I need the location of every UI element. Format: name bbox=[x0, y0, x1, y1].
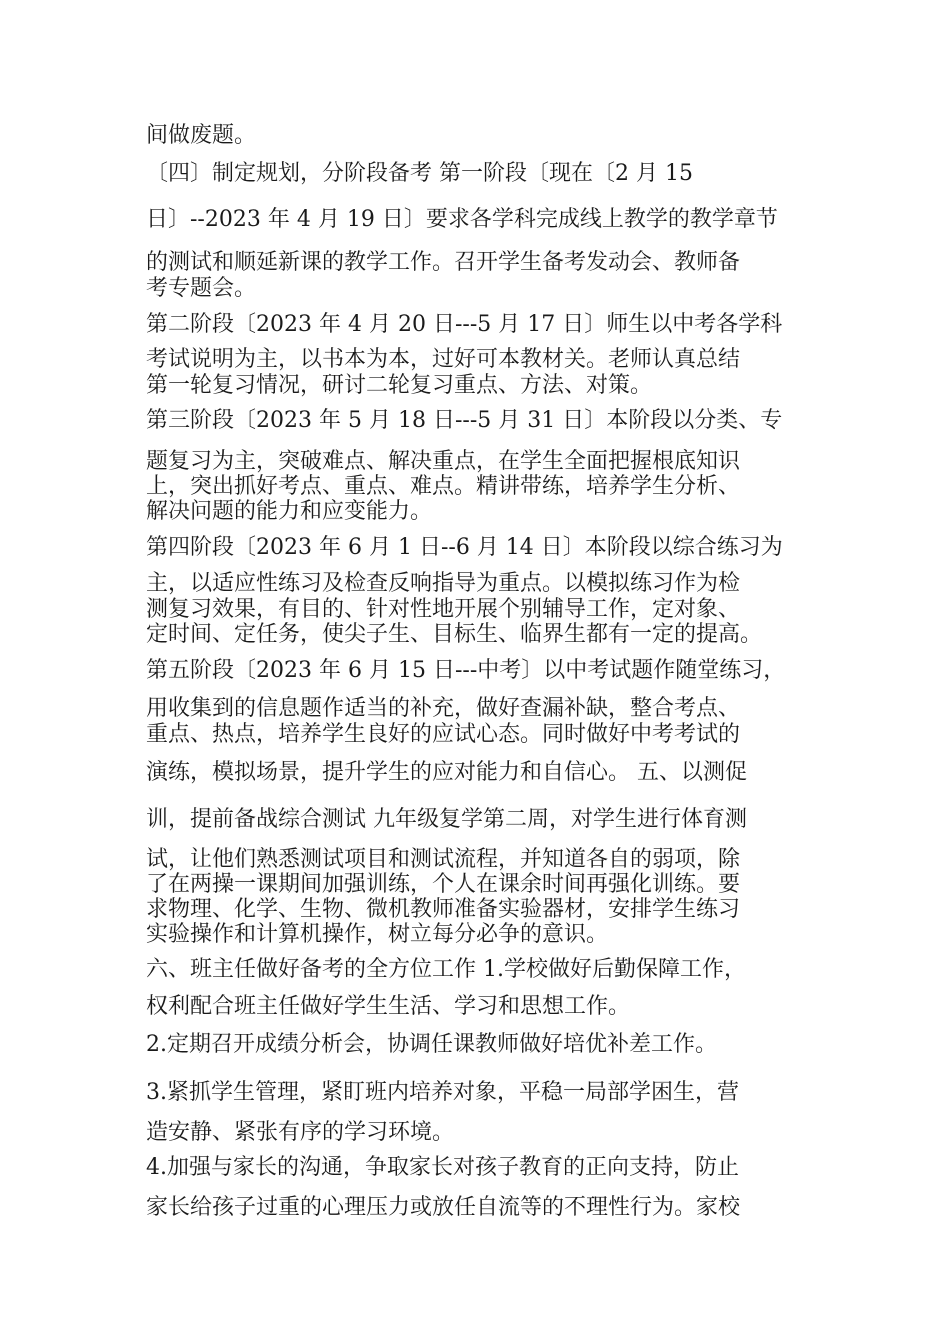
text-line: 解决问题的能力和应变能力。 bbox=[146, 499, 433, 524]
text-line: 〔四〕制定规划，分阶段备考 第一阶段〔现在〔2 月 15 bbox=[146, 161, 693, 186]
text-line: 重点、热点，培养学生良好的应试心态。同时做好中考考试的 bbox=[146, 722, 741, 747]
text-line: 考专题会。 bbox=[146, 276, 257, 301]
text-line: 日〕--2023 年 4 月 19 日〕要求各学科完成线上教学的教学章节 bbox=[146, 207, 778, 232]
text-line: 求物理、化学、生物、微机教师准备实验器材，安排学生练习 bbox=[146, 897, 741, 922]
text-line: 造安静、紧张有序的学习环境。 bbox=[146, 1120, 455, 1145]
text-line: 家长给孩子过重的心理压力或放任自流等的不理性行为。家校 bbox=[146, 1195, 741, 1220]
text-line: 演练，模拟场景，提升学生的应对能力和自信心。 五、以测促 bbox=[146, 760, 747, 785]
text-line: 考试说明为主，以书本为本，过好可本教材关。老师认真总结 bbox=[146, 347, 741, 372]
text-line: 上，突出抓好考点、重点、难点。精讲带练，培养学生分析、 bbox=[146, 474, 741, 499]
text-line: 3.紧抓学生管理，紧盯班内培养对象，平稳一局部学困生，营 bbox=[146, 1080, 739, 1105]
text-line: 六、班主任做好备考的全方位工作 1.学校做好后勤保障工作， bbox=[146, 957, 746, 982]
text-line: 实验操作和计算机操作，树立每分必争的意识。 bbox=[146, 922, 609, 947]
text-line: 主，以适应性练习及检查反响指导为重点。以模拟练习作为检 bbox=[146, 571, 741, 596]
text-line: 试，让他们熟悉测试项目和测试流程，并知道各自的弱项，除 bbox=[146, 847, 741, 872]
text-line: 了在两操一课期间加强训练，个人在课余时间再强化训练。要 bbox=[146, 872, 741, 897]
text-line: 权利配合班主任做好学生生活、学习和思想工作。 bbox=[146, 994, 631, 1019]
text-line: 间做废题。 bbox=[146, 123, 257, 148]
text-line: 第三阶段〔2023 年 5 月 18 日---5 月 31 日〕本阶段以分类、专 bbox=[146, 408, 783, 433]
text-line: 第五阶段〔2023 年 6 月 15 日---中考〕以中考试题作随堂练习， bbox=[146, 658, 786, 683]
text-line: 题复习为主，突破难点、解决重点，在学生全面把握根底知识 bbox=[146, 449, 741, 474]
text-line: 训，提前备战综合测试 九年级复学第二周，对学生进行体育测 bbox=[146, 807, 747, 832]
text-line: 用收集到的信息题作适当的补充，做好查漏补缺，整合考点、 bbox=[146, 696, 741, 721]
text-line: 定时间、定任务，使尖子生、目标生、临界生都有一定的提高。 bbox=[146, 622, 763, 647]
text-line: 测复习效果，有目的、针对性地开展个别辅导工作，定对象、 bbox=[146, 597, 741, 622]
text-line: 2.定期召开成绩分析会，协调任课教师做好培优补差工作。 bbox=[146, 1032, 717, 1057]
text-line: 第四阶段〔2023 年 6 月 1 日--6 月 14 日〕本阶段以综合练习为 bbox=[146, 535, 783, 560]
text-line: 4.加强与家长的沟通，争取家长对孩子教育的正向支持，防止 bbox=[146, 1155, 739, 1180]
text-line: 的测试和顺延新课的教学工作。召开学生备考发动会、教师备 bbox=[146, 250, 741, 275]
text-line: 第二阶段〔2023 年 4 月 20 日---5 月 17 日〕师生以中考各学科 bbox=[146, 312, 783, 337]
text-line: 第一轮复习情况，研讨二轮复习重点、方法、对策。 bbox=[146, 373, 653, 398]
